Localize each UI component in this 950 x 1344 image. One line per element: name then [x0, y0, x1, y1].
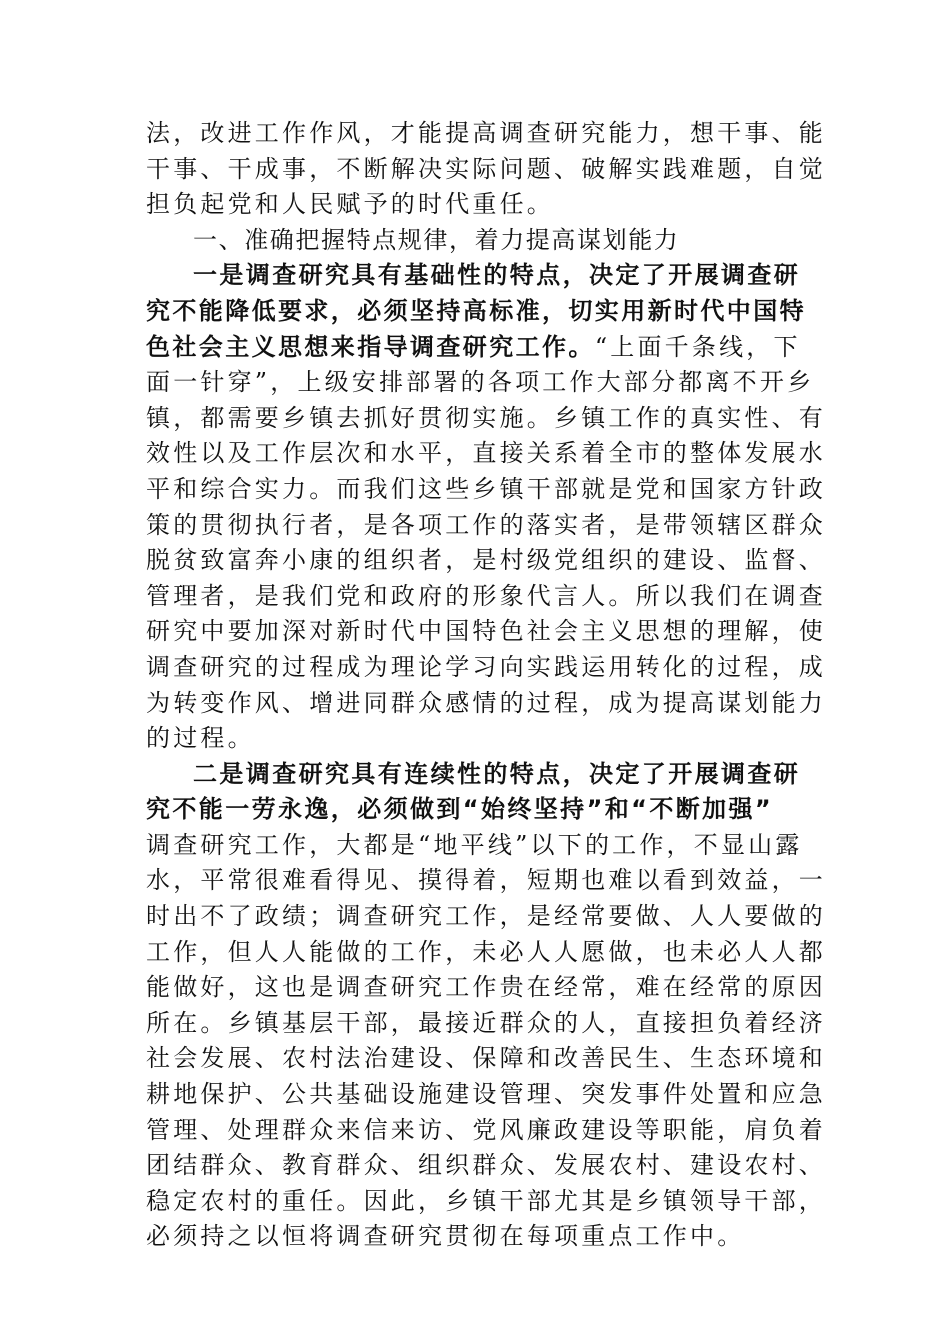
paragraph-line: 为转变作风、增进同群众感情的过程，成为提高谋划能力: [146, 688, 826, 717]
paragraph-line: 能做好，这也是调查研究工作贵在经常，难在经常的原因: [146, 973, 826, 1002]
paragraph-line: 团结群众、教育群众、组织群众、发展农村、建设农村、: [146, 1151, 826, 1180]
section-heading: 一、准确把握特点规律，着力提高谋划能力: [193, 225, 680, 254]
paragraph-line: 法，改进工作作风，才能提高调查研究能力，想干事、能: [146, 119, 826, 147]
paragraph-line: 调查研究的过程成为理论学习向实践运用转化的过程，成: [146, 652, 826, 681]
bold-lead-line: 究不能降低要求，必须坚持高标准，切实用新时代中国特: [146, 296, 806, 325]
paragraph-line: 平和综合实力。而我们这些乡镇干部就是党和国家方针政: [146, 474, 826, 503]
regular-text: “上面千条线，下: [594, 332, 801, 361]
paragraph-line: 管理者，是我们党和政府的形象代言人。所以我们在调查: [146, 581, 826, 610]
paragraph-line: 干事、干成事，不断解决实际问题、破解实践难题，自觉: [146, 154, 826, 183]
bold-lead-line: 二是调查研究具有连续性的特点，决定了开展调查研: [193, 759, 801, 788]
paragraph-line: 担负起党和人民赋予的时代重任。: [146, 190, 554, 219]
paragraph-line: 效性以及工作层次和水平，直接关系着全市的整体发展水: [146, 439, 826, 468]
paragraph-line: 必须持之以恒将调查研究贯彻在每项重点工作中。: [146, 1222, 745, 1251]
bold-lead-line: 究不能一劳永逸，必须做到“始终坚持”和“不断加强”: [146, 795, 774, 824]
paragraph-line: 时出不了政绩；调查研究工作，是经常要做、人人要做的: [146, 902, 826, 931]
paragraph-line: 脱贫致富奔小康的组织者，是村级党组织的建设、监督、: [146, 546, 826, 575]
paragraph-line: 的过程。: [146, 724, 255, 753]
mixed-line: [146, 330, 806, 366]
bold-lead-line: 一是调查研究具有基础性的特点，决定了开展调查研: [193, 261, 801, 290]
paragraph-line: 社会发展、农村法治建设、保障和改善民生、生态环境和: [146, 1044, 826, 1073]
paragraph-line: 水，平常很难看得见、摸得着，短期也难以看到效益，一: [146, 866, 826, 895]
document-body: [146, 116, 826, 1255]
paragraph-line: 研究中要加深对新时代中国特色社会主义思想的理解，使: [146, 617, 826, 646]
paragraph-line: 稳定农村的重任。因此，乡镇干部尤其是乡镇领导干部，: [146, 1186, 826, 1215]
paragraph-line: 策的贯彻执行者，是各项工作的落实者，是带领辖区群众: [146, 510, 826, 539]
paragraph-line: 面一针穿”，上级安排部署的各项工作大部分都离不开乡: [146, 368, 815, 397]
bold-lead-text: 色社会主义思想来指导调查研究工作。: [146, 332, 595, 361]
paragraph-line: 调查研究工作，大都是“地平线”以下的工作，不显山露: [146, 830, 803, 859]
paragraph-line: 工作，但人人能做的工作，未必人人愿做，也未必人人都: [146, 937, 826, 966]
paragraph-line: 耕地保护、公共基础设施建设管理、突发事件处置和应急: [146, 1080, 826, 1109]
paragraph-line: 所在。乡镇基层干部，最接近群众的人，直接担负着经济: [146, 1008, 826, 1037]
paragraph-line: 管理、处理群众来信来访、党风廉政建设等职能，肩负着: [146, 1115, 826, 1144]
paragraph-line: 镇，都需要乡镇去抓好贯彻实施。乡镇工作的真实性、有: [146, 403, 826, 432]
